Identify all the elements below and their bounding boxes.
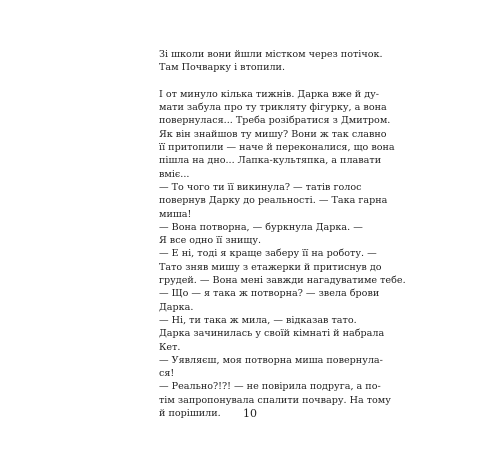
text-line: Тато зняв мишу з етажерки й притиснув до	[159, 261, 382, 273]
text-line: Дарка.	[159, 301, 194, 313]
text-line: повернулася... Треба розібратися з Дмитром.	[159, 115, 391, 127]
text-line: грудей. — Вона мені завжди нагадуватиме тебе.	[159, 275, 406, 287]
text-line: повернув Дарку до реальності. — Така гарна	[159, 195, 388, 207]
page-number: 10	[243, 407, 257, 420]
text-line: мати забула про ту трикляту фігурку, а вона	[159, 102, 387, 114]
text-line: — Е ні, тоді я краще заберу її на роботу. —	[159, 248, 377, 260]
text-line: — Що — я така ж потворна? — звела брови	[159, 288, 380, 300]
paragraph-gap	[159, 75, 355, 88]
text-line: ся!	[159, 368, 175, 380]
text-line: І от минуло кілька тижнів. Дарка вже й ду-	[159, 88, 380, 100]
text-line: — Вона потворна, — буркнула Дарка. —	[159, 221, 363, 233]
text-line: — Реально?!?! — не повірила подруга, а по-	[159, 381, 381, 393]
text-line: й порішили.	[159, 408, 221, 420]
text-line: тім запропонувала спалити почвару. На тому	[159, 394, 391, 406]
page-body-text	[159, 48, 406, 420]
text-line: миша!	[159, 208, 192, 220]
text-line: Кет.	[159, 341, 181, 353]
text-line: пішла на дно... Лапка-культяпка, а плавати	[159, 155, 382, 167]
text-line: — То чого ти її викинула? — татів голос	[159, 181, 362, 193]
text-line: Зі школи вони йшли містком через потічок.	[159, 49, 383, 60]
text-line: Там Почварку і втопили.	[159, 62, 285, 74]
text-line: — Уявляєш, моя потворна миша повернула-	[159, 354, 383, 366]
text-line: вміє...	[159, 168, 190, 180]
text-line: — Ні, ти така ж мила, — відказав тато.	[159, 314, 357, 326]
text-line: Як він знайшов ту мишу? Вони ж так славно	[159, 128, 387, 140]
text-line: її притопили — наче й переконалися, що вона	[159, 142, 395, 154]
text-line: Я все одно її знищу.	[159, 235, 262, 247]
text-line: Дарка зачинилась у своїй кімнаті й набрала	[159, 328, 385, 340]
